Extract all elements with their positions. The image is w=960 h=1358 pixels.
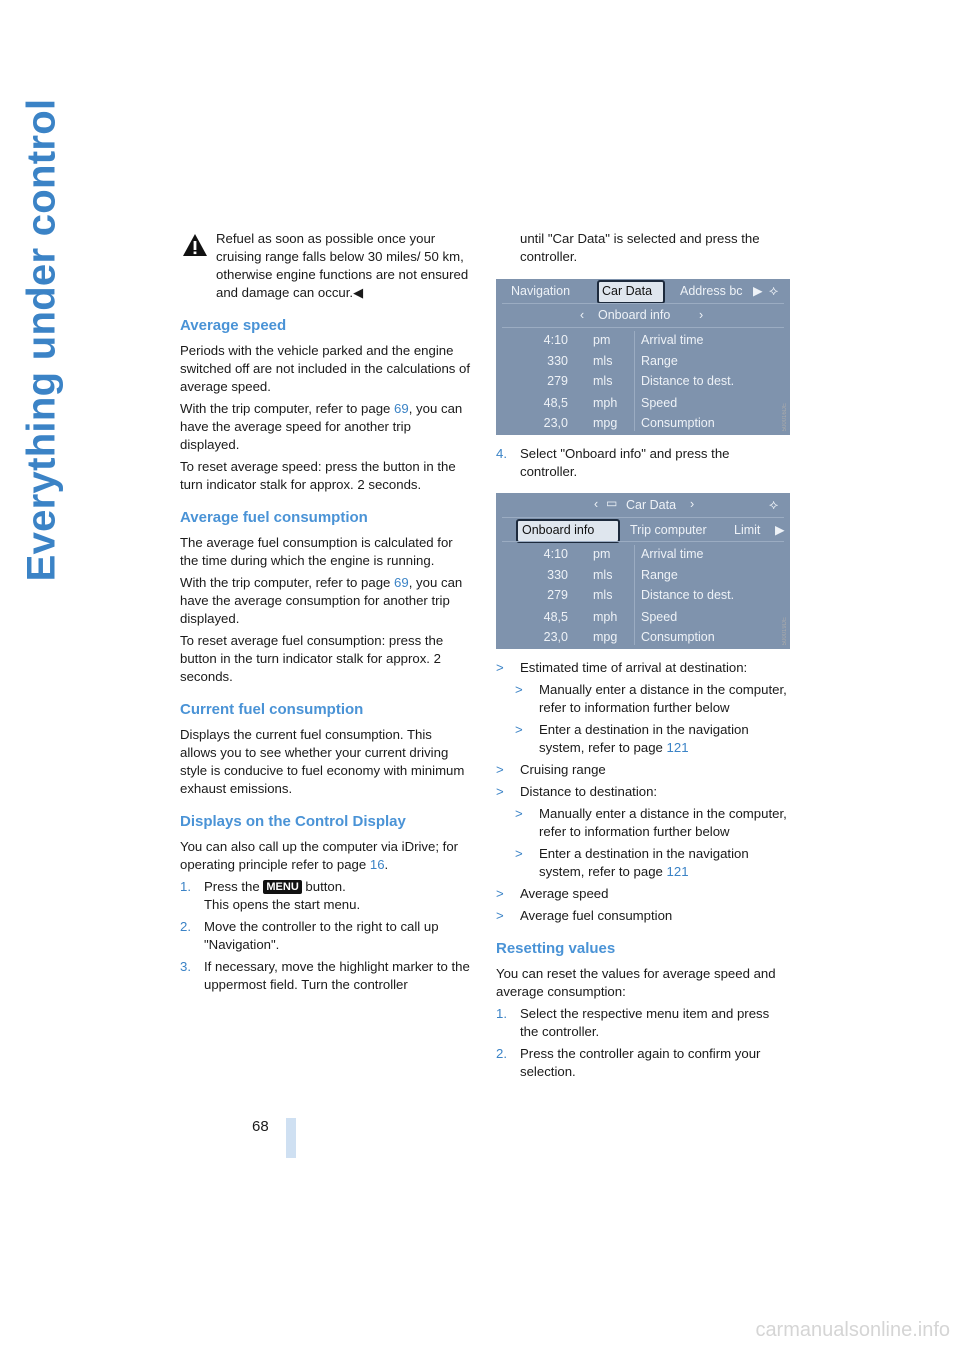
tab-trip-computer: Trip computer (630, 523, 707, 537)
display-row-label: Consumption (641, 630, 715, 644)
display-row-label: Speed (641, 396, 678, 410)
paragraph: You can also call up the computer via iDrive; for operating principle refer to page 16. (180, 839, 459, 872)
paragraph: until "Car Data" is selected and press the controller. (520, 231, 760, 264)
paragraph: To reset average speed: press the button in the turn indicator stalk for approx. 2 seconds. (180, 459, 456, 492)
right-column-top (496, 230, 790, 270)
display-row-label: Range (641, 568, 678, 582)
display-row-unit: pm (593, 547, 611, 561)
paragraph: With the trip computer, refer to page 69, you can have the average speed for another trip displayed. (180, 401, 463, 452)
display-row-value: 48,5 (543, 610, 568, 624)
display-row-label: Speed (641, 610, 678, 624)
paragraph: With the trip computer, refer to page 69, you can have the average consumption for another trip displayed. (180, 575, 463, 626)
paragraph: Periods with the vehicle parked and the engine switched off are not included in the calculations of average speed. (180, 343, 471, 394)
display-row-value: 23,0 (543, 630, 568, 644)
sub-bullet-item: > Manually enter a distance in the computer, refer to information further below (515, 806, 787, 839)
bullet-item: > Estimated time of arrival at destination: (496, 660, 748, 675)
submenu-onboard-info: Onboard info (598, 308, 671, 322)
display-row-value: 4:10 (543, 333, 568, 347)
step-4-block (496, 445, 790, 485)
step-4: 4. Select "Onboard info" and press the controller. (496, 446, 730, 479)
watermark: carmanualsonline.info (755, 1319, 950, 1341)
chevron-right-icon: › (699, 308, 704, 322)
display-row-label: Distance to dest. (641, 374, 735, 388)
warning-note (180, 230, 472, 302)
display-row-unit: mph (593, 610, 618, 624)
arrow-right-icon: ▶ (753, 284, 763, 298)
paragraph: You can reset the values for average speed and average consumption: (496, 966, 776, 999)
chevron-left-icon: ‹ (594, 497, 599, 511)
display-row-unit: mph (593, 396, 618, 410)
tab-address-book: Address bc (680, 284, 743, 298)
reset-step-1: 1. Select the respective menu item and press the controller. (496, 1006, 770, 1039)
tab-limit: Limit (734, 523, 761, 537)
heading-average-speed: Average speed (180, 317, 287, 334)
display-row-unit: pm (593, 333, 611, 347)
page-link-69[interactable]: 69 (394, 575, 409, 590)
tab-car-data: Car Data (602, 284, 653, 298)
page-link-69[interactable]: 69 (394, 401, 409, 416)
bullet-item: > Cruising range (496, 762, 606, 777)
paragraph: Displays the current fuel consumption. This allows you to see whether your current driving style is conducive to fuel economy with minimum exhaust emissions. (180, 727, 465, 796)
sub-bullet-item: > Enter a destination in the navigation system, refer to page 121 (515, 846, 749, 879)
end-marker: ◀ (353, 285, 364, 300)
tab-navigation: Navigation (511, 284, 571, 298)
arrow-right-icon: ▶ (775, 523, 785, 537)
step-3: 3. If necessary, move the highlight marker to the uppermost field. Turn the controller (180, 959, 470, 992)
display-row-value: 279 (547, 588, 568, 602)
bullet-item: > Average fuel consumption (496, 908, 673, 923)
warning-triangle-icon (182, 233, 208, 257)
sub-bullet-item: > Manually enter a distance in the computer, refer to information further below (515, 682, 787, 715)
display-row-unit: mls (593, 354, 613, 368)
display-row-label: Arrival time (641, 547, 704, 561)
display-row-label: Range (641, 354, 678, 368)
right-column-bottom (496, 659, 790, 1085)
menu-button-icon: MENU (263, 880, 301, 894)
compass-icon: ⟡ (769, 496, 779, 512)
image-code: 500019DE (782, 616, 788, 645)
page-link-16[interactable]: 16 (369, 857, 385, 872)
step-1: 1. Press the MENU button. This opens the start menu. (180, 879, 361, 912)
control-display-screenshot-onboard-info (496, 493, 790, 649)
display-row-label: Distance to dest. (641, 588, 735, 602)
step-2: 2. Move the controller to the right to call up "Navigation". (180, 919, 439, 952)
image-code: 500016DE (782, 402, 788, 431)
display-row-unit: mpg (593, 630, 618, 644)
page-number-bar (286, 1118, 296, 1158)
display-row-value: 48,5 (543, 396, 568, 410)
bullet-item: > Distance to destination: (496, 784, 658, 799)
sub-bullet-item: > Enter a destination in the navigation system, refer to page 121 (515, 722, 749, 755)
car-icon: ▭ (606, 496, 618, 510)
page-link-121[interactable]: 121 (666, 740, 689, 755)
display-row-unit: mpg (593, 416, 618, 430)
chevron-left-icon: ‹ (580, 308, 585, 322)
page-link-121[interactable]: 121 (666, 864, 689, 879)
left-column (180, 230, 472, 998)
display-row-unit: mls (593, 588, 613, 602)
tab-onboard-info: Onboard info (522, 523, 595, 537)
display-row-value: 23,0 (543, 416, 568, 430)
chapter-title: Everything under control (19, 98, 64, 582)
display-row-unit: mls (593, 568, 613, 582)
display-row-value: 330 (547, 568, 568, 582)
control-display-screenshot-car-data (496, 279, 790, 435)
reset-step-2: 2. Press the controller again to confirm your selection. (496, 1046, 761, 1079)
paragraph: To reset average fuel consumption: press the button in the turn indicator stalk for approx. 2 seconds. (180, 633, 444, 684)
heading-resetting-values: Resetting values (496, 940, 616, 957)
display-row-label: Arrival time (641, 333, 704, 347)
display-row-value: 4:10 (543, 547, 568, 561)
page-number: 68 (252, 1118, 269, 1135)
display-row-value: 330 (547, 354, 568, 368)
menu-car-data: Car Data (626, 498, 677, 512)
display-row-value: 279 (547, 374, 568, 388)
bullet-item: > Average speed (496, 886, 609, 901)
paragraph: The average fuel consumption is calculated for the time during which the engine is running. (180, 535, 453, 568)
display-row-label: Consumption (641, 416, 715, 430)
chevron-right-icon: › (690, 497, 695, 511)
heading-average-fuel-consumption: Average fuel consumption (180, 509, 368, 526)
heading-control-display: Displays on the Control Display (180, 813, 406, 830)
warning-text: Refuel as soon as possible once your cruising range falls below 30 miles/ 50 km, otherwise engine functions are not ensured and damage can occur. (216, 231, 469, 300)
display-row-unit: mls (593, 374, 613, 388)
heading-current-fuel-consumption: Current fuel consumption (180, 701, 364, 718)
compass-icon: ⟡ (769, 282, 779, 298)
